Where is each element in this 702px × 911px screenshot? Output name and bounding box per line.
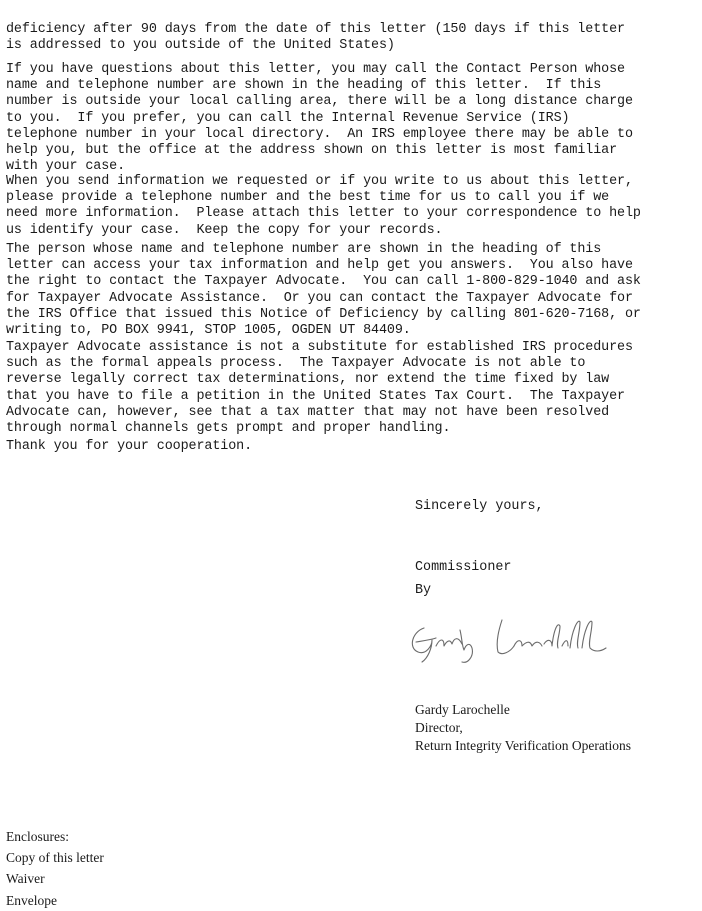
enclosure-item: Waiver xyxy=(6,871,45,887)
closing-salutation: Sincerely yours, xyxy=(415,499,544,514)
enclosure-item: Envelope xyxy=(6,892,57,908)
paragraph-thank-you: Thank you for your cooperation. xyxy=(6,439,253,454)
paragraph-send-information: When you send information we requested or if you write to us about this letter, please provide a telephone number and the best time for us to call you if we need more information. Please attach this letter to your correspondence to help us identify your case. Keep the copy for your records. xyxy=(6,174,641,238)
signatory-office: Return Integrity Verification Operations xyxy=(415,738,632,753)
paragraph-questions: If you have questions about this letter, you may call the Contact Person whose name and telephone number are shown in the heading of this letter. If this number is outside your local calling area, there will be a long distance charge to you. If you prefer, you can call the Internal Revenue Service (IRS) telephone number in your local directory. An IRS employee there may be able to help you, but the office at the address shown on this letter is most familiar with your case. xyxy=(6,62,633,175)
enclosure-item: Copy of this letter xyxy=(6,850,104,866)
closing-by: By xyxy=(415,583,432,598)
enclosures-list xyxy=(6,826,104,911)
paragraph-taxpayer-advocate-contact: The person whose name and telephone number are shown in the heading of this letter can access your tax information and help get you answers. You also have the right to contact the Taxpayer Advocate. You can call 1-800-829-1040 and ask for Taxpayer Advocate Assistance. Or you can contact the Taxpayer Advocate for the IRS Office that issued this Notice of Deficiency by calling 801-620-7168, or writing to, PO BOX 9941, STOP 1005, OGDEN UT 84409. xyxy=(6,242,641,339)
signatory-name: Gardy Larochelle xyxy=(415,702,510,717)
enclosures-heading: Enclosures: xyxy=(6,829,69,844)
closing-title: Commissioner xyxy=(415,560,512,575)
signatory-position: Director, xyxy=(415,720,463,735)
paragraph-advocate-assistance: Taxpayer Advocate assistance is not a substitute for established IRS procedures such as the formal appeals process. The Taxpayer Advocate is not able to reverse legally correct tax determinations, nor extend the time fixed by law that you have to file a petition in the United States Tax Court. The Taxpayer Advocate can, however, see that a tax matter that may not have been resolved through normal channels gets prompt and proper handling. xyxy=(6,340,633,437)
handwritten-signature xyxy=(402,608,612,668)
paragraph-deficiency: deficiency after 90 days from the date of this letter (150 days if this letter is addressed to you outside of the United States) xyxy=(6,22,625,54)
